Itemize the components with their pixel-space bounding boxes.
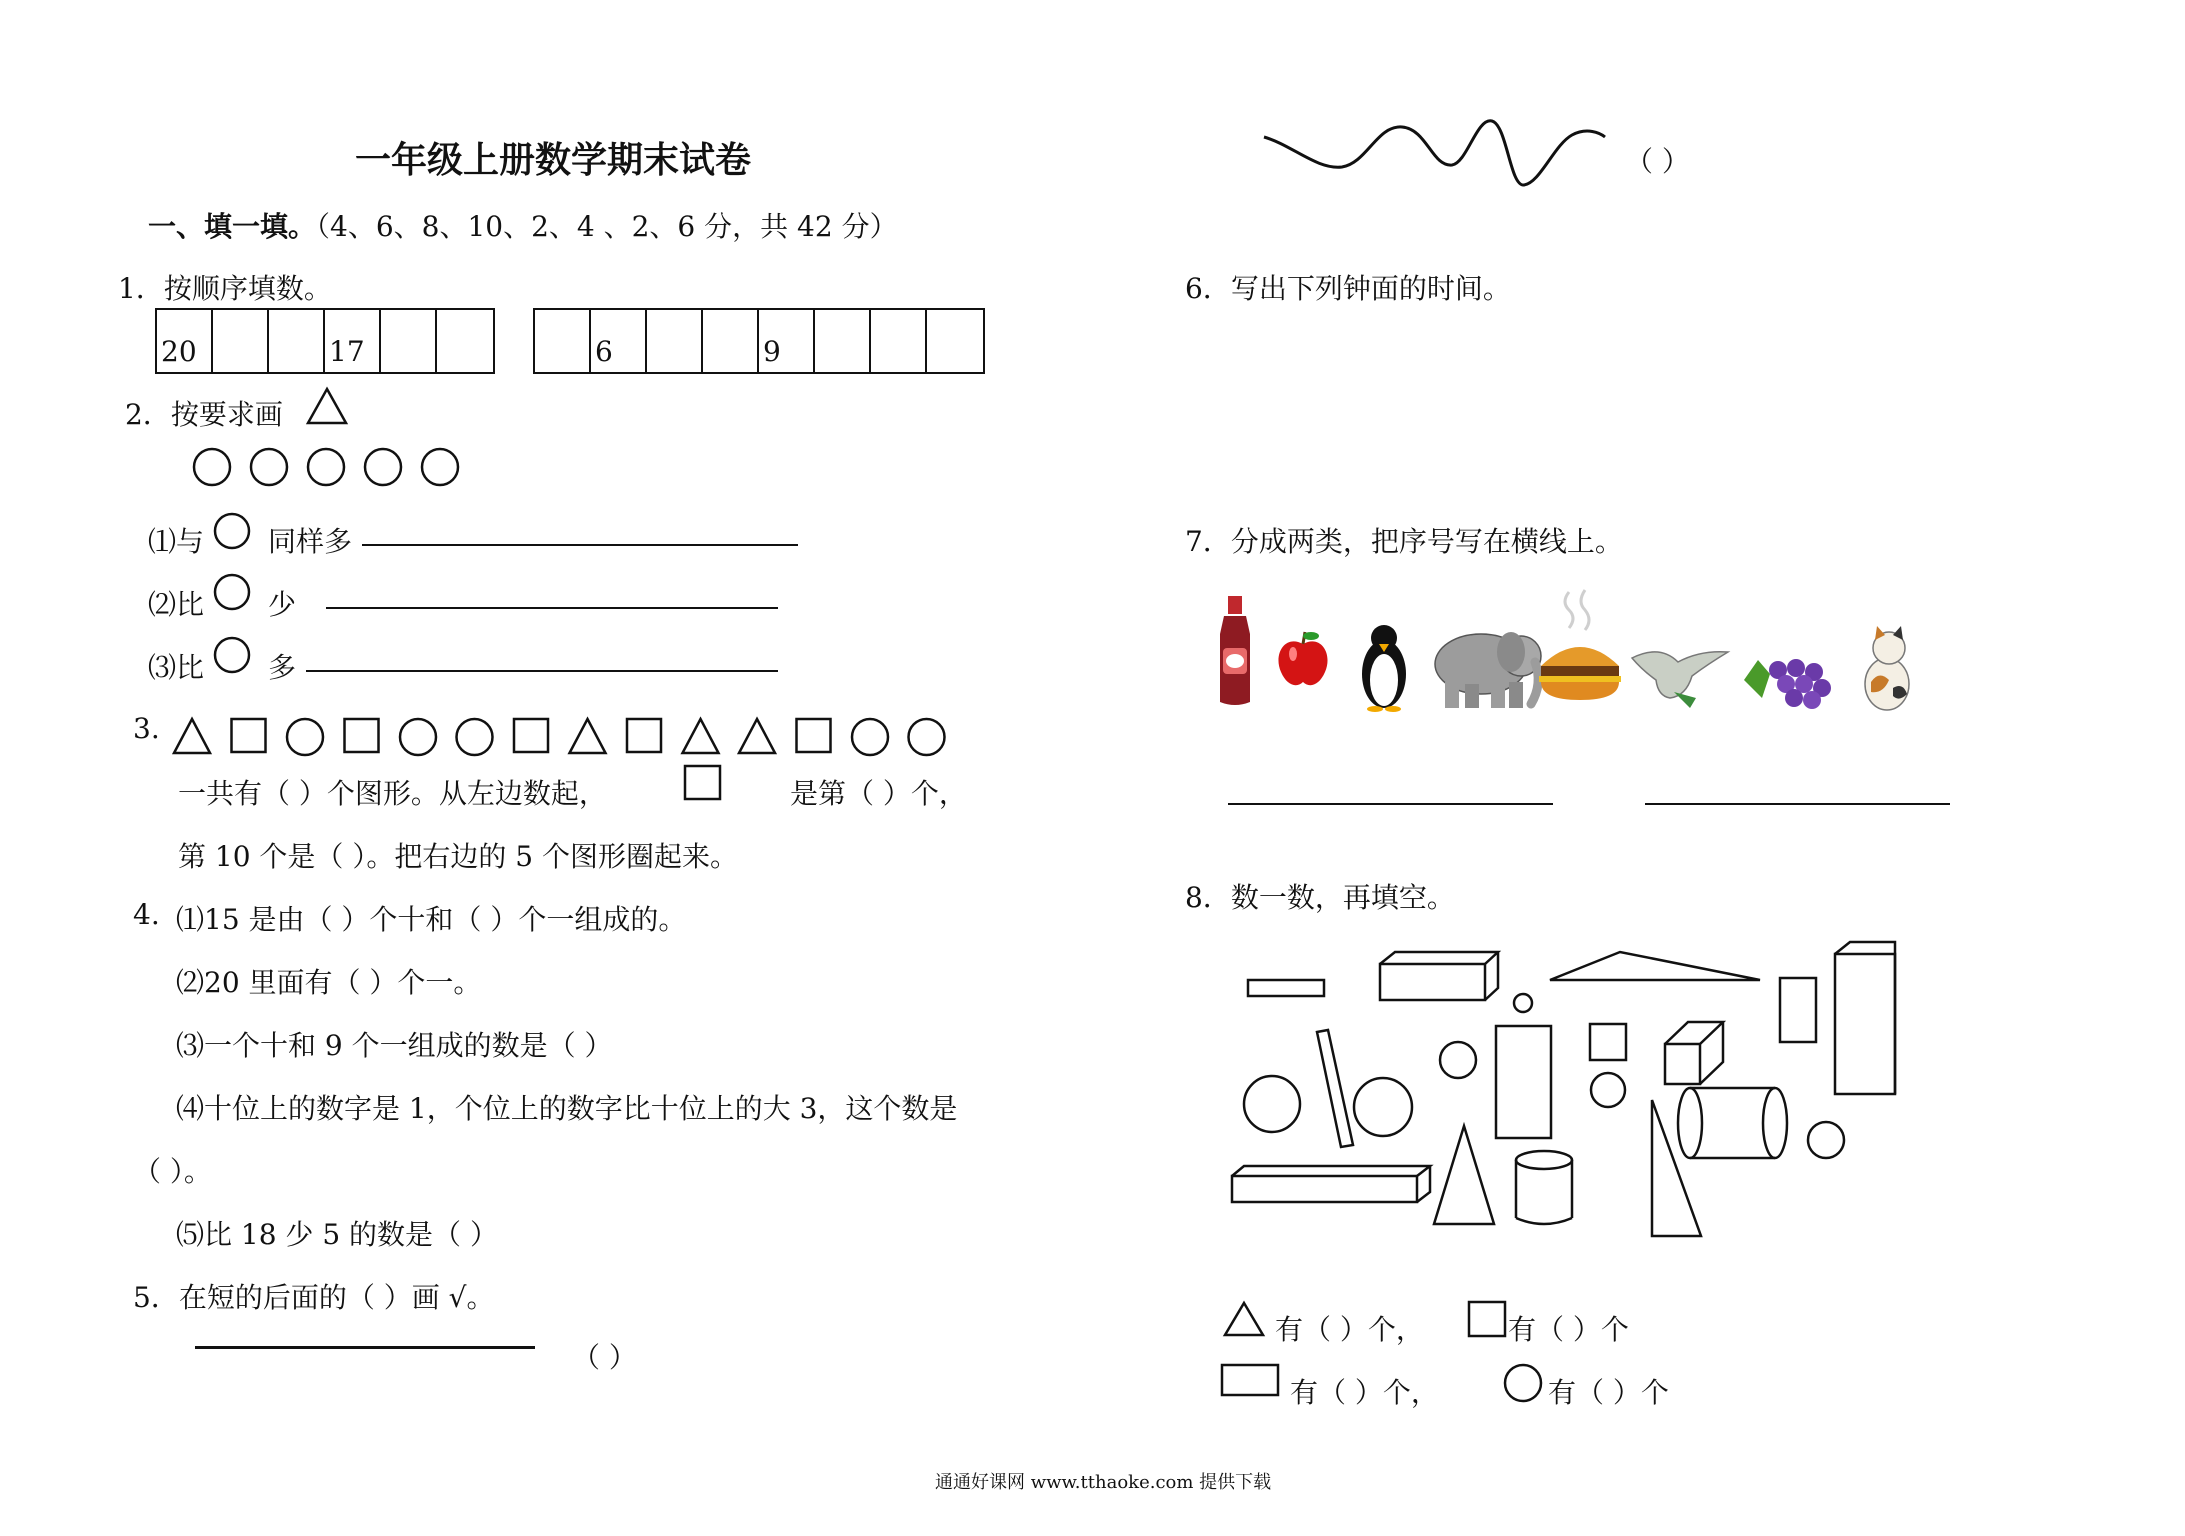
question-3-number: 3. [133, 712, 160, 745]
grapes-icon [1740, 650, 1838, 712]
question-4-number: 4. [133, 898, 160, 931]
grid-a-cell[interactable] [381, 310, 437, 372]
grid-a-cell[interactable] [269, 310, 325, 372]
page-title: 一年级上册数学期末试卷 [355, 139, 752, 181]
grid-a-cell[interactable] [437, 310, 493, 372]
number-grid-a [155, 308, 495, 374]
square-icon [683, 764, 723, 802]
q2-sub3-prefix: ⑶比 [148, 651, 205, 684]
section-one-label: 一、填一填。 [148, 210, 317, 243]
straight-line [195, 1346, 535, 1349]
wavy-line [1262, 115, 1607, 195]
footer-credit: 通通好课网 www.tthaoke.com 提供下载 [935, 1472, 1272, 1493]
q4-sub5: ⑸比 18 少 5 的数是（ ） [176, 1218, 498, 1251]
answer-line[interactable] [306, 670, 778, 672]
circle-icon [1502, 1362, 1544, 1404]
triangle-icon [174, 719, 210, 753]
triangle-icon [570, 719, 606, 753]
grid-b-cell[interactable] [703, 310, 759, 372]
q3-line1-b: 是第（ ）个， [790, 777, 967, 810]
circle-icon [852, 719, 888, 755]
grid-b-cell[interactable] [535, 310, 591, 372]
number-grid-b [533, 308, 985, 374]
q3-line1-a: 一共有（ ）个图形。从左边数起， [178, 777, 607, 810]
cat-icon [1855, 622, 1915, 712]
answer-line[interactable] [362, 544, 798, 546]
grid-a-cell[interactable]: 20 [157, 310, 213, 372]
q4-sub4-answer: （ ）。 [133, 1155, 212, 1188]
question-1-label: 1．按顺序填数。 [118, 272, 332, 305]
apple-icon [1275, 630, 1331, 688]
q2-sub1-prefix: ⑴与 [148, 525, 205, 558]
square-icon [1467, 1300, 1509, 1340]
answer-line[interactable] [326, 607, 778, 609]
q3-line2: 第 10 个是（ ）。把右边的 5 个图形圈起来。 [178, 840, 738, 873]
triangle-icon [739, 719, 775, 753]
q2-sub1-suffix: 同样多 [268, 525, 353, 558]
grid-b-cell[interactable] [927, 310, 983, 372]
q8-triangle-count: 有（ ）个， [1275, 1313, 1424, 1346]
hamburger-icon [1535, 588, 1625, 710]
shape-collection [1220, 940, 1920, 1240]
triangle-icon [305, 386, 349, 426]
grid-a-cell[interactable] [213, 310, 269, 372]
q4-sub3: ⑶一个十和 9 个一组成的数是（ ） [176, 1029, 613, 1062]
q8-circle-count: 有（ ）个 [1548, 1376, 1669, 1409]
rectangle-icon [1220, 1363, 1282, 1399]
question-7-label: 7．分成两类，把序号写在横线上。 [1185, 525, 1623, 558]
circle-icon [287, 719, 323, 755]
question-8-label: 8．数一数，再填空。 [1185, 881, 1455, 914]
square-icon [797, 719, 831, 752]
q2-sub2-prefix: ⑵比 [148, 588, 205, 621]
bottle-icon [1210, 590, 1260, 710]
grid-a-cell[interactable]: 17 [325, 310, 381, 372]
section-one-heading [148, 205, 898, 245]
q2-sub3-suffix: 多 [268, 651, 297, 684]
section-one-scores: （4、6、8、10、2、4 、2、6 分，共 42 分） [316, 210, 898, 243]
grid-b-cell[interactable] [871, 310, 927, 372]
elephant-icon [1425, 622, 1545, 712]
q2-sub2-suffix: 少 [268, 588, 297, 621]
answer-line-category-b[interactable] [1645, 803, 1950, 805]
shape-sequence [172, 716, 962, 758]
grid-b-cell[interactable]: 6 [591, 310, 647, 372]
question-6-label: 6．写出下列钟面的时间。 [1185, 272, 1511, 305]
square-icon [232, 719, 266, 752]
square-icon [514, 719, 548, 752]
square-icon [627, 719, 661, 752]
bird-icon [1630, 640, 1732, 712]
answer-paren-wavy[interactable]: （ ） [1625, 145, 1690, 178]
triangle-icon [683, 719, 719, 753]
q4-sub2: ⑵20 里面有（ ）个一。 [176, 966, 482, 999]
circle-icon [212, 512, 252, 550]
square-icon [345, 719, 379, 752]
answer-paren-straight[interactable]: （ ） [572, 1341, 637, 1374]
grid-b-cell[interactable]: 9 [759, 310, 815, 372]
circle-icon [212, 573, 252, 611]
penguin-icon [1355, 622, 1413, 712]
circle-icon [212, 636, 252, 674]
triangle-icon [1222, 1300, 1266, 1338]
circle-icon [909, 719, 945, 755]
q4-sub1: ⑴15 是由（ ）个十和（ ）个一组成的。 [176, 903, 687, 936]
answer-line-category-a[interactable] [1228, 803, 1553, 805]
grid-b-cell[interactable] [815, 310, 871, 372]
circle-icon [457, 719, 493, 755]
q8-square-count: 有（ ）个 [1508, 1313, 1629, 1346]
question-5-label: 5．在短的后面的（ ）画 √。 [133, 1281, 495, 1314]
question-2-label: 2．按要求画 [125, 398, 283, 431]
circle-icon [400, 719, 436, 755]
circle-row [190, 447, 470, 487]
grid-b-cell[interactable] [647, 310, 703, 372]
q8-rectangle-count: 有（ ）个， [1290, 1376, 1439, 1409]
q4-sub4: ⑷十位上的数字是 1，个位上的数字比十位上的大 3，这个数是 [176, 1092, 958, 1125]
